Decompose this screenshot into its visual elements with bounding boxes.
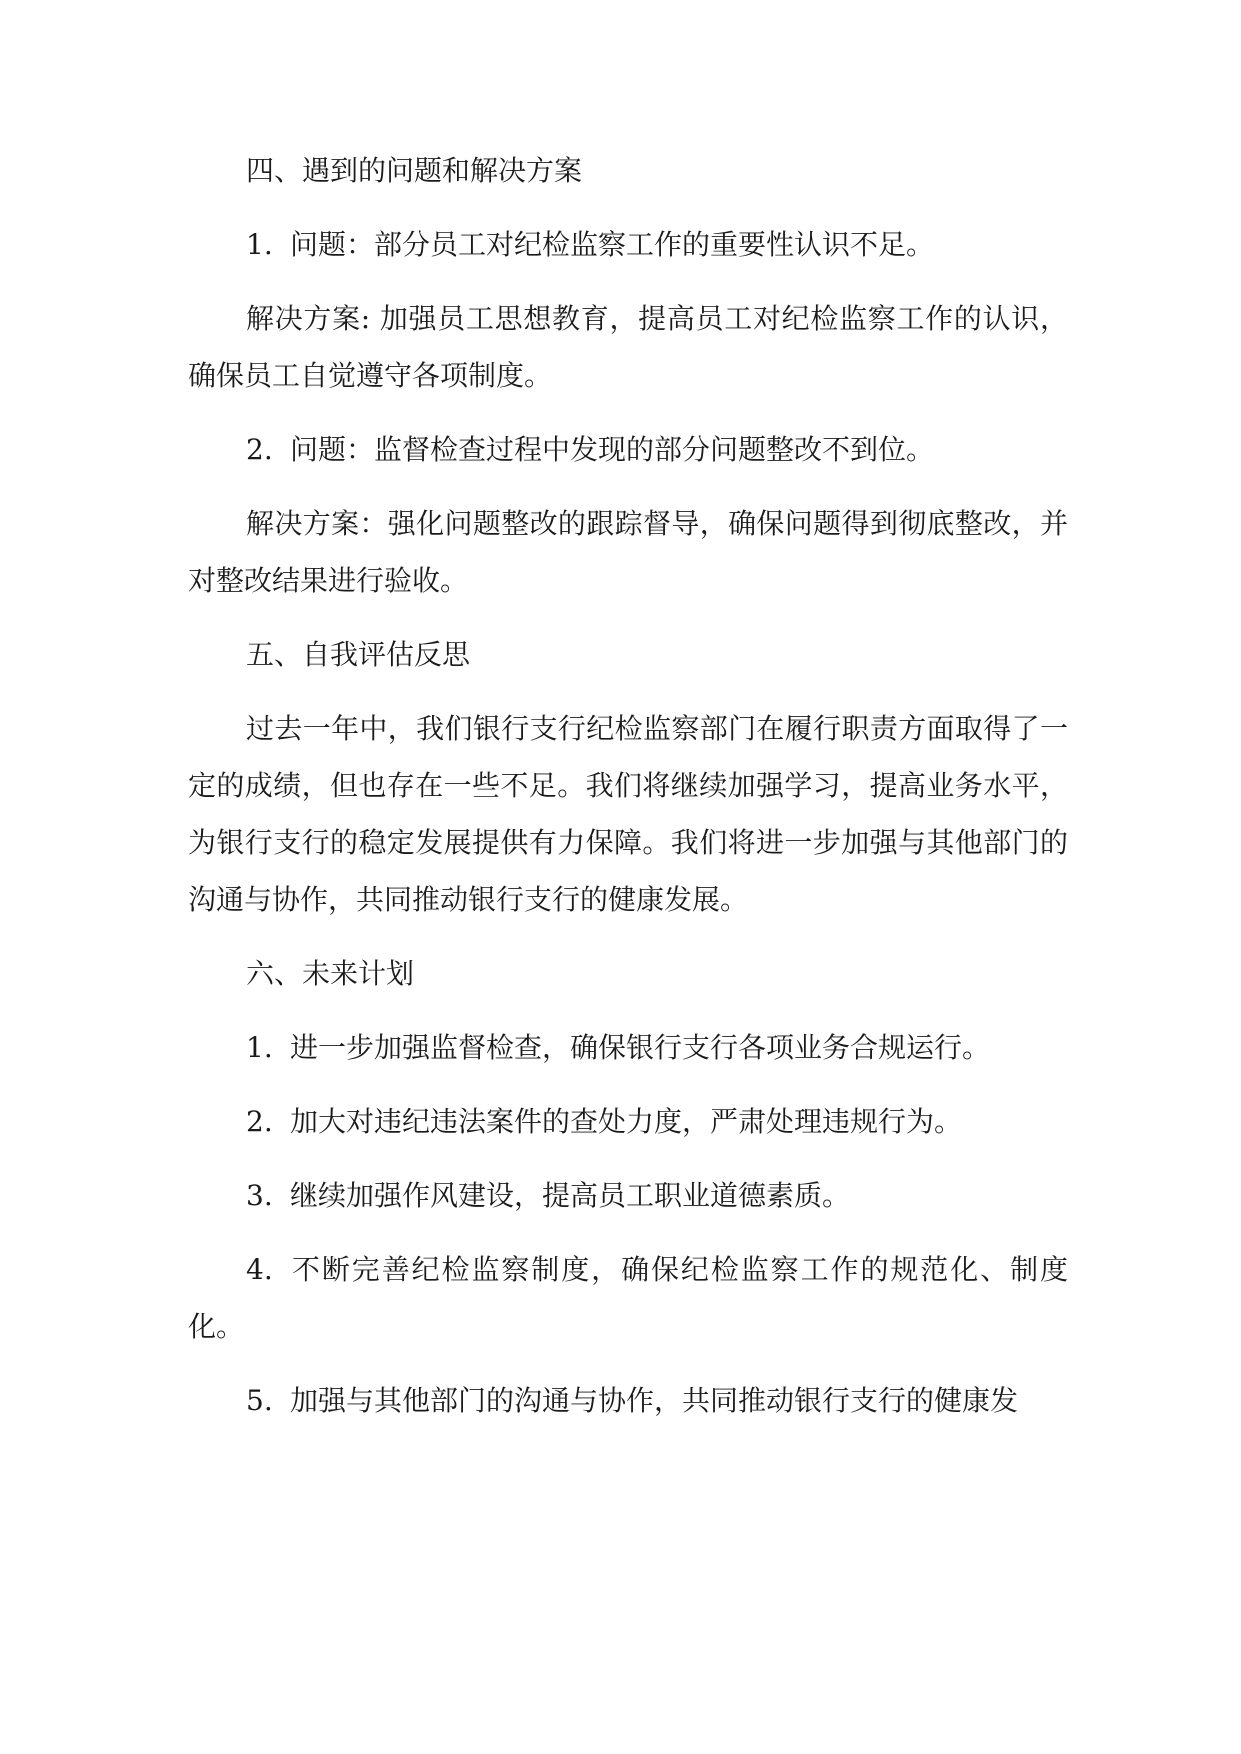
list-item — [188, 421, 1068, 478]
list-item — [188, 1372, 1068, 1429]
list-item-text: 问题：监督检查过程中发现的部分问题整改不到位。 — [290, 433, 935, 466]
body-paragraph: 解决方案：强化问题整改的跟踪督导，确保问题得到彻底整改，并对整改结果进行验收。 — [188, 507, 1068, 597]
body-paragraph: 过去一年中，我们银行支行纪检监察部门在履行职责方面取得了一定的成绩，但也存在一些不足。我们将继续加强学习，提高业务水平，为银行支行的稳定发展提供有力保障。我们将进一步加强与其他部门的沟通与协作，共同推动银行支行的健康发展。 — [188, 712, 1068, 916]
body-paragraph: 解决方案: 加强员工思想教育，提高员工对纪检监察工作的认识，确保员工自觉遵守各项制度。 — [188, 302, 1068, 392]
list-item-number: 4. — [246, 1253, 273, 1286]
list-item-text: 问题：部分员工对纪检监察工作的重要性认识不足。 — [290, 228, 935, 261]
list-item-number: 5. — [246, 1384, 273, 1417]
list-item-text: 进一步加强监督检查，确保银行支行各项业务合规运行。 — [290, 1031, 991, 1064]
list-item-text: 继续加强作风建设，提高员工职业道德素质。 — [290, 1179, 851, 1212]
list-item-number: 1. — [246, 228, 273, 261]
document-body — [188, 142, 1068, 1429]
list-item — [188, 1241, 1068, 1355]
list-item-number: 2. — [246, 433, 273, 466]
list-item-number: 1. — [246, 1031, 273, 1064]
section-heading-self-assessment: 五、自我评估反思 — [246, 638, 471, 671]
list-item — [188, 216, 1068, 273]
section-heading-problems: 四、遇到的问题和解决方案 — [246, 154, 583, 187]
list-item-number: 3. — [246, 1179, 273, 1212]
list-item-number: 2. — [246, 1105, 273, 1138]
list-item-text: 加强与其他部门的沟通与协作，共同推动银行支行的健康发 — [290, 1384, 1019, 1417]
list-item-text: 不断完善纪检监察制度，确保纪检监察工作的规范化、制度化。 — [188, 1253, 1068, 1343]
list-item — [188, 1093, 1068, 1150]
section-heading-future-plans: 六、未来计划 — [246, 957, 415, 990]
list-item-text: 加大对违纪违法案件的查处力度，严肃处理违规行为。 — [290, 1105, 963, 1138]
list-item — [188, 1019, 1068, 1076]
list-item — [188, 1167, 1068, 1224]
